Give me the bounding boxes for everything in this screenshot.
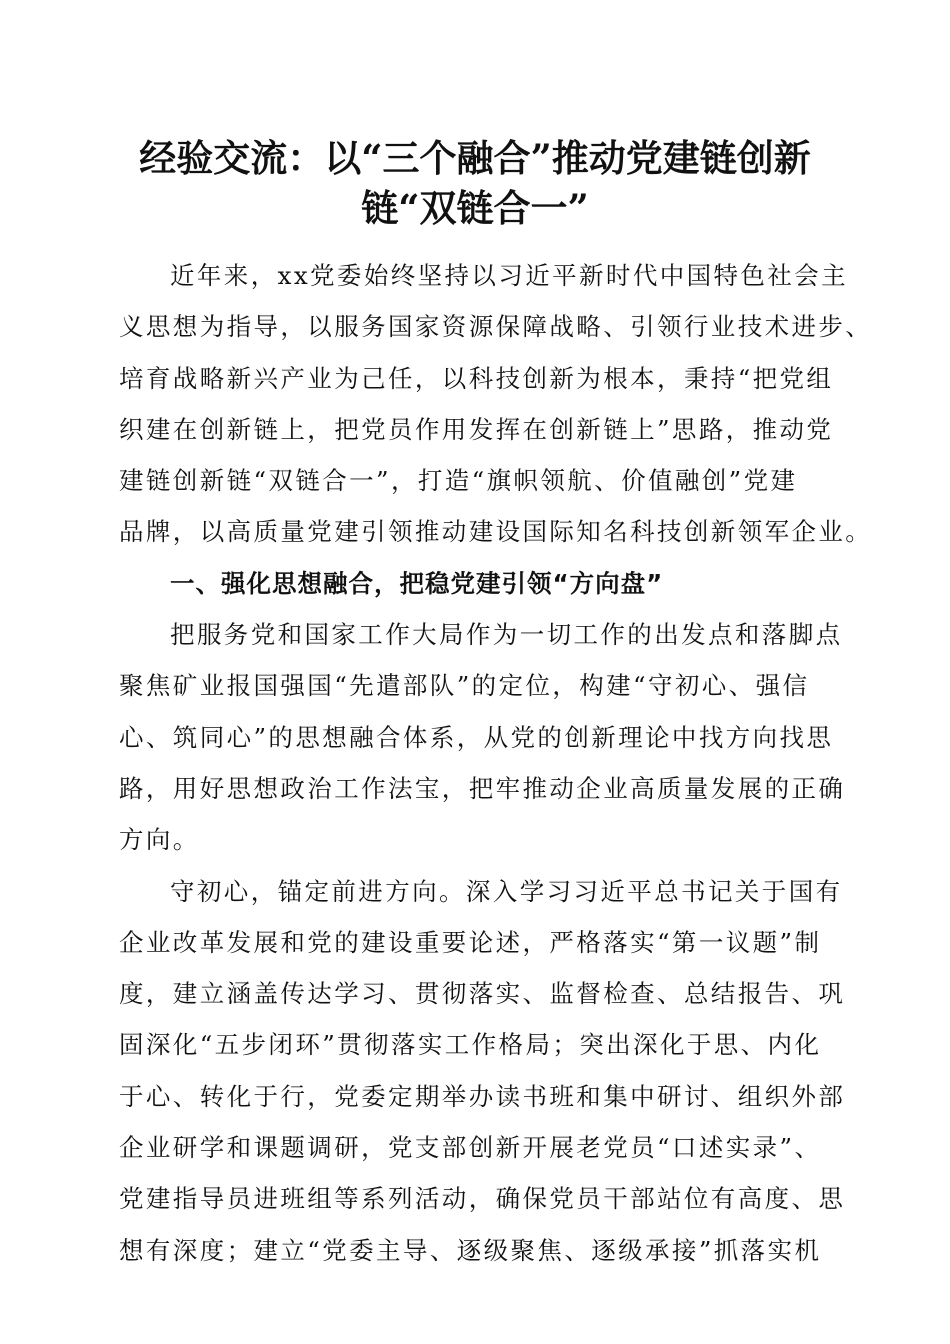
section1-line: 聚焦矿业报国强国“先遣部队”的定位，构建“守初心、强信 <box>119 671 810 701</box>
para2-line: 度，建立涵盖传达学习、贯彻落实、监督检查、总结报告、巩 <box>119 979 846 1009</box>
intro-line: 培育战略新兴产业为己任，以科技创新为根本，秉持“把党组 <box>119 363 834 393</box>
section1-line: 心、筑同心”的思想融合体系，从党的创新理论中找方向找思 <box>119 722 834 752</box>
intro-line: 品牌，以高质量党建引领推动建设国际知名科技创新领军企业。 <box>119 517 873 547</box>
section1-line: 把服务党和国家工作大局作为一切工作的出发点和落脚点 <box>170 620 843 650</box>
title-line-1: 经验交流：以“三个融合”推动党建链创新 <box>139 136 811 180</box>
section1-line: 路，用好思想政治工作法宝，把牢推动企业高质量发展的正确 <box>119 773 846 803</box>
title-line-2: 链“双链合一” <box>361 186 589 230</box>
intro-line: 近年来，xx党委始终坚持以习近平新时代中国特色社会主 <box>170 261 849 290</box>
para2-line: 固深化“五步闭环”贯彻落实工作格局；突出深化于思、内化 <box>119 1030 822 1060</box>
para2-line: 党建指导员进班组等系列活动，确保党员干部站位有高度、思 <box>119 1184 846 1214</box>
section1-line: 方向。 <box>119 825 200 855</box>
para2-line: 企业研学和课题调研，党支部创新开展老党员“口述实录”、 <box>119 1133 822 1163</box>
document-title <box>100 133 850 233</box>
intro-line: 建链创新链“双链合一”，打造“旗帜领航、价值融创”党建 <box>119 466 798 496</box>
section-heading: 一、强化思想融合，把稳党建引领“方向盘” <box>170 568 664 598</box>
document-body <box>119 250 873 1276</box>
para2-line: 于心、转化于行，党委定期举办读书班和集中研讨、组织外部 <box>119 1081 846 1111</box>
para2-line: 想有深度；建立“党委主导、逐级聚焦、逐级承接”抓落实机 <box>119 1235 822 1265</box>
para2-line: 企业改革发展和党的建设重要论述，严格落实“第一议题”制 <box>119 927 822 957</box>
intro-line: 织建在创新链上，把党员作用发挥在创新链上”思路，推动党 <box>119 414 834 444</box>
intro-line: 义思想为指导，以服务国家资源保障战略、引领行业技术进步、 <box>119 312 873 342</box>
para2-line: 守初心，锚定前进方向。深入学习习近平总书记关于国有 <box>170 876 843 906</box>
